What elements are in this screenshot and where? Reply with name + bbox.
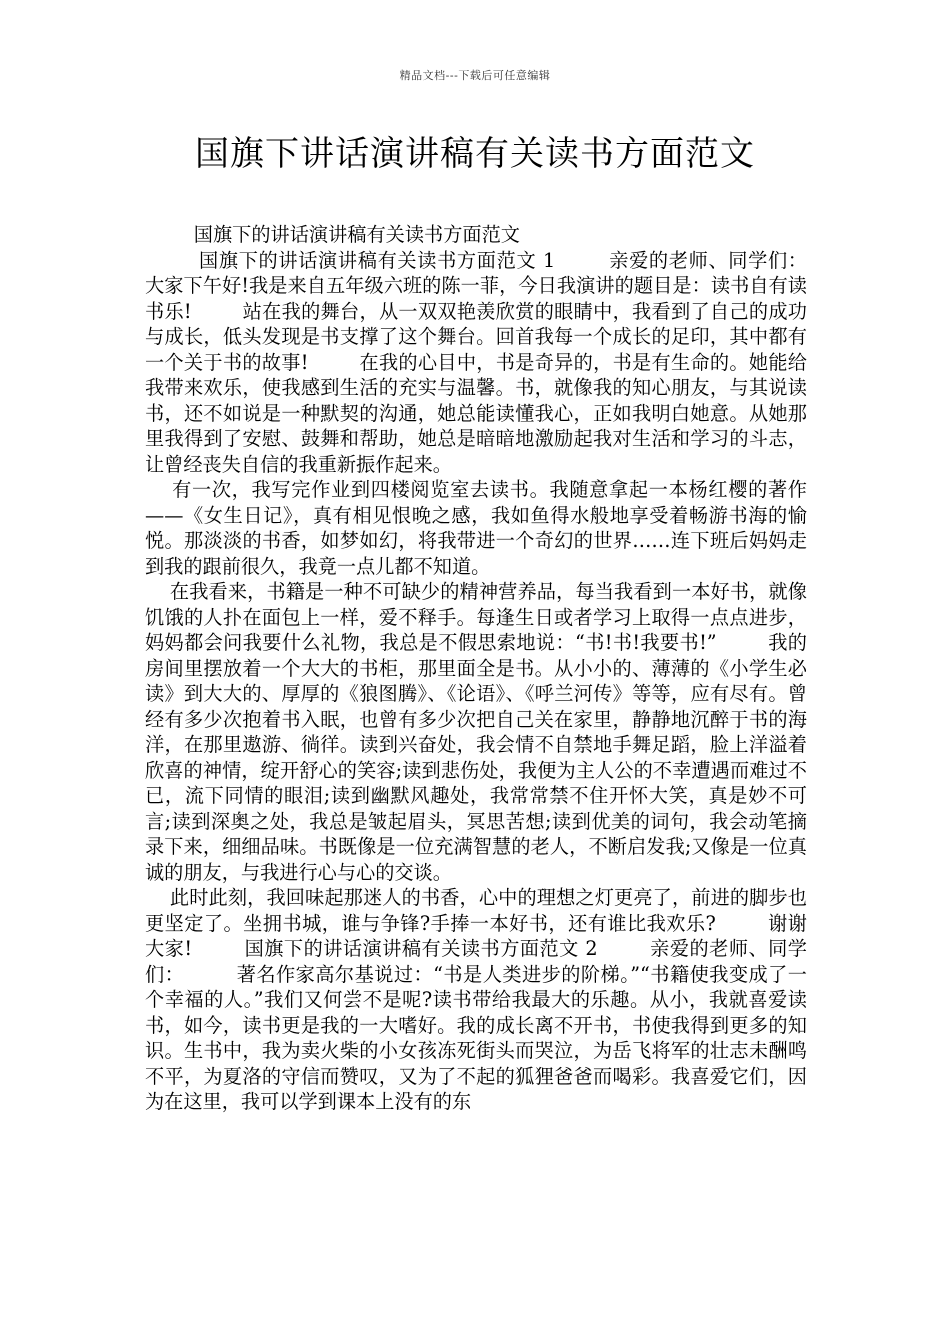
document-body [145, 222, 856, 1115]
paragraph: 此时此刻，我回味起那迷人的书香，心中的理想之灯更亮了，前进的脚步也更坚定了。坐拥书城，谁与争锋?手捧一本好书，还有谁比我欢乐? 谢谢大家! 国旗下的讲话演讲稿有关读书方面范文 2 亲爱的老师、同学们： 著名作家高尔基说过：“书是人类进步的阶梯。”“书籍使我变成了一个幸福的人。”我们又何尝不是呢?读书带给我最大的乐趣。从小，我就喜爱读书，如今，读书更是我的一大嗜好。我的成长离不开书，书使我得到更多的知识。生书中，我为卖火柴的小女孩冻死街头而哭泣，为岳飞将军的壮志未酬鸣不平，为夏洛的守信而赞叹，又为了不起的狐狸爸爸而喝彩。我喜爱它们，因为在这里，我可以学到课本上没有的东 [145, 886, 807, 1113]
header-note: 精品文档---下载后可任意编辑 [399, 69, 551, 82]
paragraph: 国旗下的讲话演讲稿有关读书方面范文 1 亲爱的老师、同学们： 大家下午好!我是来自五年级六班的陈一菲，今日我演讲的题目是：读书自有读书乐! 站在我的舞台，从一双双艳羡欣赏的眼睛中，我看到了自己的成功与成长，低头发现是书支撑了这个舞台。回首我每一个成长的足印，其中都有一个关于书的故事! 在我的心目中，书是奇异的，书是有生命的。她能给我带来欢乐，使我感到生活的充实与温馨。书，就像我的知心朋友，与其说读书，还不如说是一种默契的沟通，她总能读懂我心，正如我明白她意。从她那里我得到了安慰、鼓舞和帮助，她总是暗暗地激励起我对生活和学习的斗志，让曾经丧失自信的我重新振作起来。 [145, 248, 856, 476]
paragraph: 国旗下的讲话演讲稿有关读书方面范文 [145, 223, 520, 246]
paragraph: 有一次，我写完作业到四楼阅览室去读书。我随意拿起一本杨红樱的著作——《女生日记》，真有相见恨晚之感，我如鱼得水般地享受着畅游书海的愉悦。那淡淡的书香，如梦如幻，将我带进一个奇幻的世界……连下班后妈妈走到我的跟前很久，我竟一点儿都不知道。 [145, 478, 807, 578]
paragraph: 在我看来，书籍是一种不可缺少的精神营养品，每当我看到一本好书，就像饥饿的人扑在面包上一样，爱不释手。每逢生日或者学习上取得一点点进步，妈妈都会问我要什么礼物，我总是不假思索地说：“书!书!我要书!” 我的房间里摆放着一个大大的书柜，那里面全是书。从小小的、薄薄的《小学生必读》到大大的、厚厚的《狼图腾》、《论语》、《呼兰河传》等等，应有尽有。曾经有多少次抱着书入眠，也曾有多少次把自己关在家里，静静地沉醉于书的海洋，在那里遨游、徜徉。读到兴奋处，我会情不自禁地手舞足蹈，脸上洋溢着欣喜的神情，绽开舒心的笑容;读到悲伤处，我便为主人公的不幸遭遇而难过不已，流下同情的眼泪;读到幽默风趣处，我常常禁不住开怀大笑，真是妙不可言;读到深奥之处，我总是皱起眉头，冥思苦想;读到优美的词句，我会动笔摘录下来，细细品味。书既像是一位充满智慧的老人，不断启发我;又像是一位真诚的朋友，与我进行心与心的交谈。 [145, 580, 807, 884]
document-title: 国旗下讲话演讲稿有关读书方面范文 [195, 134, 755, 174]
